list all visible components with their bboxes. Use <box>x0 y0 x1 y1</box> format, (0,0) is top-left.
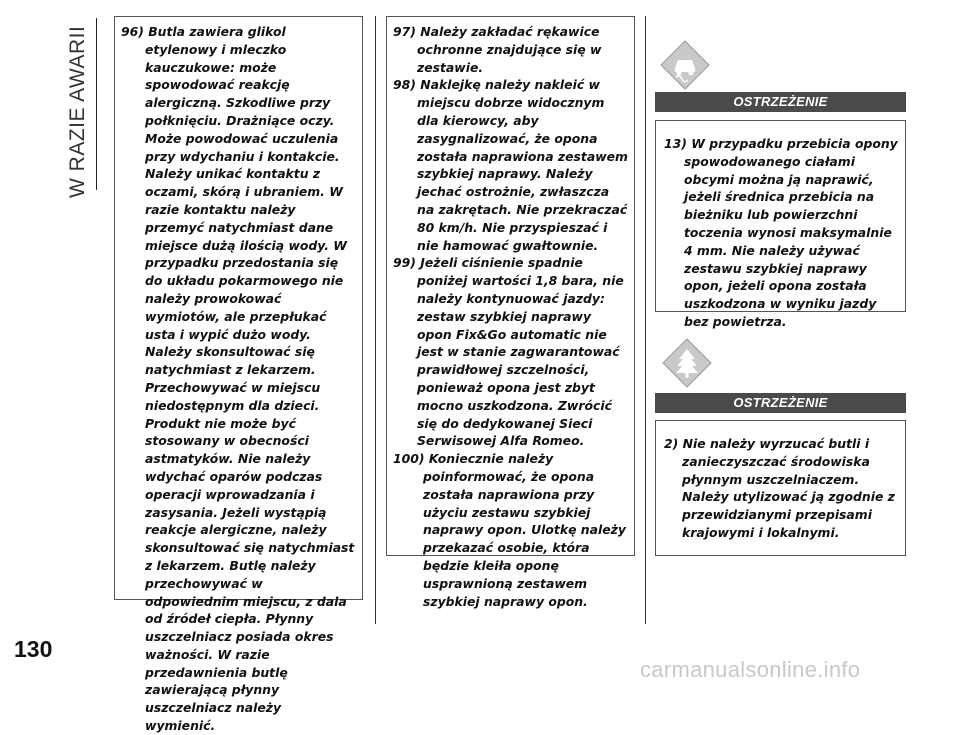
note-item <box>662 135 902 331</box>
note-text: Naklejkę należy nakleić w miejscu dobrze widocznym dla kierowcy, aby zasygnalizować, że opona została naprawiona zestawem szybkiej naprawy. Należy jechać ostrożnie, zwłaszcza na zakrętach. Nie przekraczać 80 km/h. Nie przyspieszać i nie hamować gwałtownie. <box>417 77 628 253</box>
note-item <box>119 23 355 735</box>
car-skid-warning-icon <box>658 38 712 92</box>
note-text: Jeżeli ciśnienie spadnie poniżej wartości 1,8 bara, nie należy kontynuować jazdy: zestaw szybkiej naprawy opon Fix&Go automatic nie jest w stanie zagwarantować prawidłowej szczelności, ponieważ opona jest zbyt mocno uszkodzona. Zwrócić się do dedykowanej Sieci Serwisowej Alfa Romeo. <box>417 255 624 449</box>
note-number: 97) <box>393 24 416 39</box>
note-number: 98) <box>393 77 416 93</box>
notes-box-column-1 <box>114 16 363 734</box>
note-item <box>391 23 629 76</box>
note-text: W przypadku przebicia opony spowodowanego ciałami obcymi można ją naprawić, jeżeli średnica przebicia na bieżniku lub powierzchni toczenia wynosi maksymalnie 4 mm. Nie należy używać zestawu szybkiej naprawy opon, jeżeli opona została uszkodzona w wyniku jazdy bez powietrza. <box>684 136 898 329</box>
notes-box-column-2 <box>386 16 635 609</box>
warning-title-bar-2: OSTRZEŻENIE <box>655 393 906 413</box>
section-title <box>60 25 100 200</box>
note-item <box>391 254 629 450</box>
note-item <box>662 435 902 542</box>
page-number: 130 <box>14 636 53 662</box>
note-text: Należy zakładać rękawice ochronne znajdujące się w zestawie. <box>417 24 602 75</box>
note-item <box>391 450 629 610</box>
warning-title-bar-1: OSTRZEŻENIE <box>655 92 906 112</box>
note-number: 100) <box>393 451 425 467</box>
warning-notes-1 <box>662 135 902 331</box>
section-title-text: W RAZIE AWARII <box>66 25 89 198</box>
warning-box-1 <box>655 120 906 329</box>
note-text: Koniecznie należy poinformować, że opona została naprawiona przy użyciu zestawu szybkiej naprawy opon. Ulotkę należy przekazać osobie, która będzie kleiła oponę usprawnioną zestawem szybkiej naprawy opon. <box>423 451 626 609</box>
warning-notes-2 <box>662 435 902 542</box>
section-title-rule <box>96 18 97 190</box>
column-divider-right <box>645 16 646 624</box>
notes-list-column-2 <box>391 23 629 610</box>
note-number: 96) <box>121 24 144 39</box>
warning-box-2 <box>655 420 906 556</box>
footer-watermark: carmanualsonline.info <box>640 657 861 682</box>
note-number: 13) <box>664 136 687 151</box>
notes-list-column-1 <box>119 23 355 735</box>
column-divider-left <box>375 16 376 624</box>
note-number: 99) <box>393 255 416 271</box>
note-text: Butla zawiera glikol etylenowy i mleczko kauczukowe: może spowodować reakcję alergiczną. Szkodliwe przy połknięciu. Drażniące oczy. Może powodować uczulenia przy wdychaniu i kontakcie. Należy unikać kontaktu z oczami, skórą i ubraniem. W razie kontaktu należy przemyć natychmiast dane miejsce dużą ilością wody. W przypadku przedostania się do układu pokarmowego nie należy prowokować wymiotów, ale przepłukać usta i wypić dużo wody. Należy skonsultować się natychmiast z lekarzem. Przechowywać w miejscu niedostępnym dla dzieci. Produkt nie może być stosowany w obecności astmatyków. Nie należy wdychać oparów podczas operacji wprowadzania i zasysania. Jeżeli wystąpią reakcje alergiczne, należy skonsultować się natychmiast z lekarzem. Butlę należy przechowywać w odpowiednim miejscu, z dala od źródeł ciepła. Płynny uszczelniacz posiada okres ważności. W razie przedawnienia butlę zawierającą płynny uszczelniacz należy wymienić. <box>145 24 355 734</box>
note-text: Nie należy wyrzucać butli i zanieczyszczać środowiska płynnym uszczelniaczem. Należy utylizować ją zgodnie z przewidzianymi przepisami krajowymi i lokalnymi. <box>682 436 895 540</box>
tree-environment-warning-icon <box>660 336 714 390</box>
note-item <box>391 76 629 254</box>
note-number: 2) <box>664 436 679 451</box>
